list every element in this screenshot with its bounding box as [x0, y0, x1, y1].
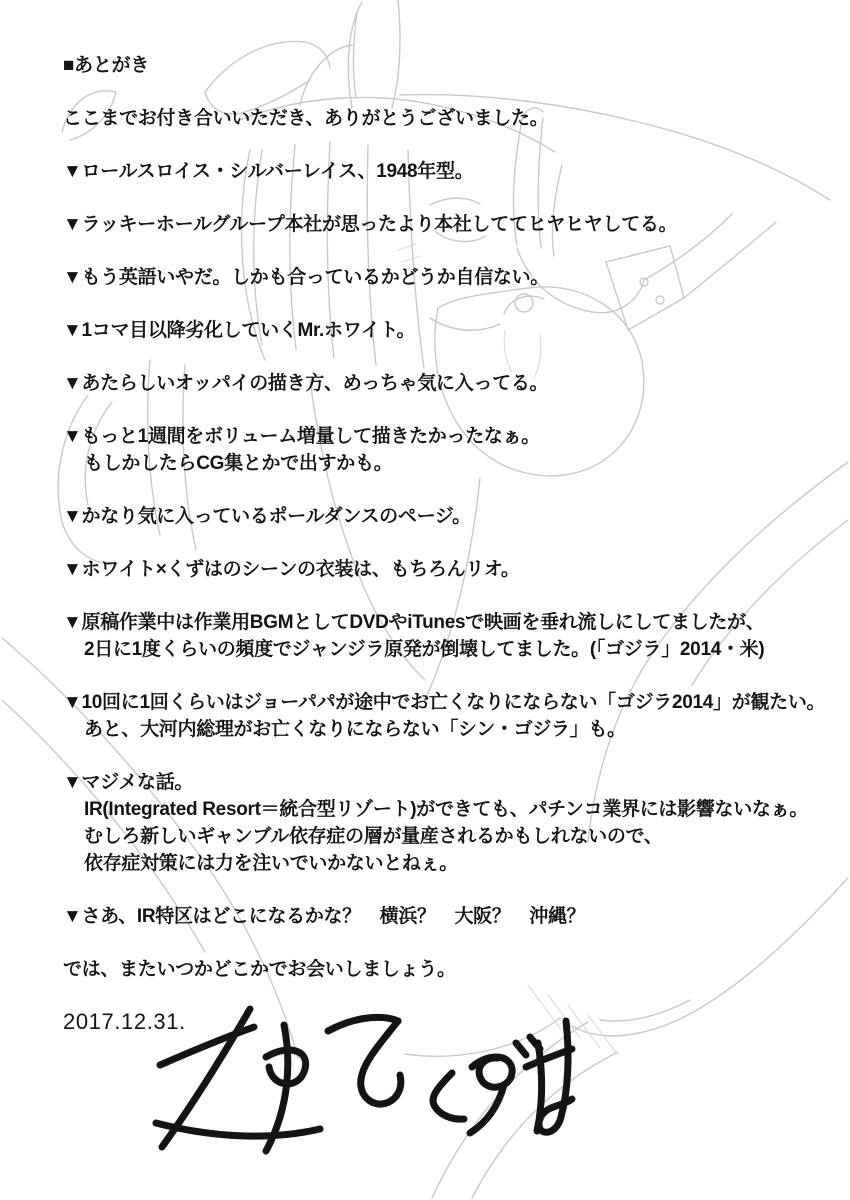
afterword-line: ▼もっと1週間をボリューム増量して描きたかったなぁ。: [63, 426, 541, 447]
afterword-line: むしろ新しいギャンブル依存症の層が量産されるかもしれないので、: [84, 826, 663, 847]
afterword-line: ▼10回に1回くらいはジョーパパが途中でお亡くなりにならない「ゴジラ2014」が観たい。: [63, 692, 826, 713]
afterword-line: ▼もう英語いやだ。しかも合っているかどうか自信ない。: [63, 267, 550, 288]
afterword-paragraph: [63, 370, 835, 397]
afterword-line: ▼あたらしいオッパイの描き方、めっちゃ気に入ってる。: [63, 373, 549, 394]
afterword-line: あと、大河内総理がお亡くなりにならない「シン・ゴジラ」も。: [84, 719, 626, 740]
afterword-line: もしかしたらCG集とかで出すかも。: [84, 453, 393, 474]
afterword-paragraph: [63, 956, 835, 983]
afterword-paragraph: [63, 211, 835, 238]
afterword-paragraph: [63, 556, 835, 583]
afterword-line: ここまでお付き合いいただき、ありがとうございました。: [63, 108, 549, 129]
afterword-line: ▼かなり気に入っているポールダンスのページ。: [63, 506, 471, 527]
afterword-line: ▼ロールスロイス・シルバーレイス、1948年型。: [63, 161, 474, 182]
afterword-line: IR(Integrated Resort＝統合型リゾート)ができても、パチンコ業界には影響ないなぁ。: [84, 799, 809, 820]
afterword-paragraph: [63, 903, 835, 930]
afterword-paragraph: [63, 423, 835, 477]
afterword-line: ▼1コマ目以降劣化していくMr.ホワイト。: [63, 320, 416, 341]
afterword-paragraph: [63, 158, 835, 185]
date-text: 2017.12.31.: [63, 1009, 186, 1034]
afterword-text: [63, 52, 835, 1035]
afterword-line: ▼ホワイト×くずはのシーンの衣装は、もちろんリオ。: [63, 559, 520, 580]
afterword-line: 2日に1度くらいの頻度でジャンジラ原発が倒壊してました。(「ゴジラ」2014・米): [84, 639, 765, 660]
afterword-paragraph: [63, 689, 835, 743]
page-title: ■あとがき: [63, 55, 149, 76]
afterword-line: ▼ラッキーホールグループ本社が思ったより本社しててヒヤヒヤしてる。: [63, 214, 678, 235]
afterword-paragraphs: [63, 105, 835, 983]
afterword-paragraph: [63, 503, 835, 530]
afterword-paragraph: [63, 769, 835, 877]
afterword-line: ▼マジメな話。: [63, 772, 194, 793]
afterword-line: ▼原稿作業中は作業用BGMとしてDVDやiTunesで映画を垂れ流しにしてましたが、: [63, 612, 765, 633]
afterword-line: では、またいつかどこかでお会いしましょう。: [63, 959, 456, 980]
afterword-paragraph: [63, 609, 835, 663]
afterword-paragraph: [63, 264, 835, 291]
afterword-paragraph: [63, 105, 835, 132]
afterword-line: 依存症対策には力を注いでいかないとねぇ。: [84, 853, 459, 874]
afterword-line: ▼さあ、IR特区はどこになるかな？ 横浜？ 大阪？ 沖縄？: [63, 906, 586, 927]
afterword-paragraph: [63, 317, 835, 344]
